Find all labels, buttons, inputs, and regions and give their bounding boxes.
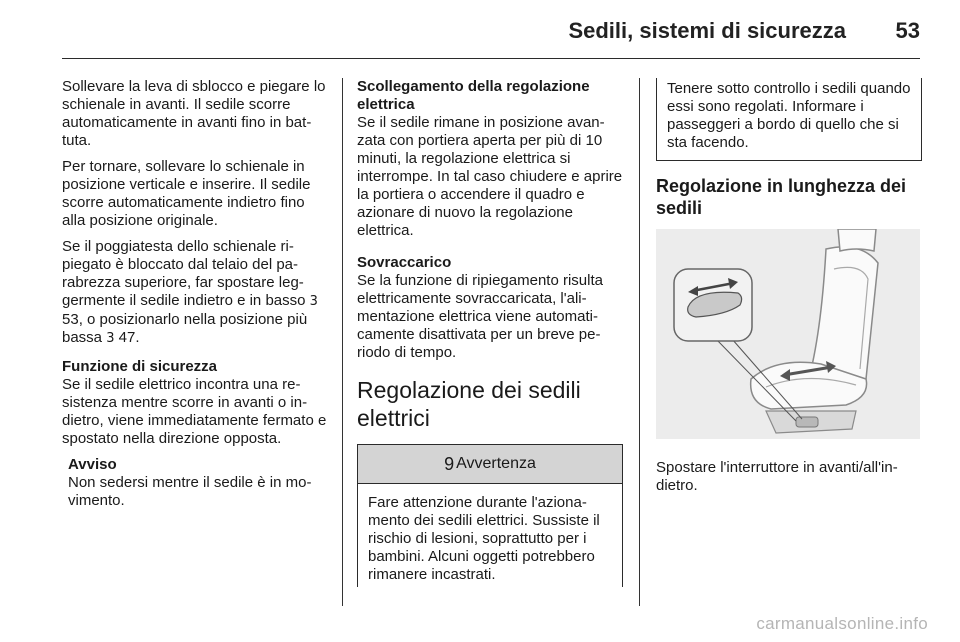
note-text: Non sedersi mentre il sedile è in movimento.	[68, 474, 312, 509]
paragraph-headrest: Se il poggiatesta dello schienale ripiegato è bloccato dal telaio del parabrezza superiore, far spostare leggermente il sedile indietro e in basso 3 53, o posizionarlo nella posizione più bassa 3 47.	[62, 238, 318, 346]
watermark: carmanualsonline.info	[756, 614, 928, 633]
disconnect-heading: Scollegamento della regolazione elettrica	[357, 78, 590, 113]
page-ref-link[interactable]: 47	[118, 329, 136, 346]
paragraph-return: Per tornare, sollevare lo schienale in posizione verticale e inserire. Il sedile scorre automaticamente indietro fino alla posizione originale.	[62, 158, 311, 229]
warning-continued-text: Tenere sotto controllo i sedili quando essi sono regolati. Informare i passeggeri a bordo di quello che si sta facendo.	[667, 80, 911, 151]
overload-text: Se la funzione di ripiegamento risulta elettricamente sovraccaricata, l'alimentazione elettrica viene automaticamente disattivata per un breve periodo di tempo.	[357, 272, 603, 361]
safety-heading: Funzione di sicurezza	[62, 358, 218, 375]
warning-text: Fare attenzione durante l'azionamento dei sedili elettrici. Sussiste il rischio di lesioni, soprattutto per i bambini. Alcuni oggetti potrebbero rimanere incastrati.	[368, 494, 600, 583]
column-2	[357, 78, 623, 587]
page-title: Sedili, sistemi di sicurezza	[568, 18, 846, 43]
note-heading: Avviso	[68, 456, 117, 473]
warning-icon: 9	[444, 454, 455, 474]
overload-heading: Sovraccarico	[357, 254, 452, 271]
page-ref-arrow-icon: 3	[106, 331, 115, 346]
length-instruction: Spostare l'interruttore in avanti/all'indietro.	[656, 459, 898, 494]
page-header	[62, 14, 920, 59]
page-number: 53	[895, 18, 920, 43]
note-block	[68, 456, 328, 510]
seat-adjust-icon	[656, 229, 920, 439]
column-divider	[342, 78, 343, 606]
safety-text: Se il sedile elettrico incontra una resistenza mentre scorre in avanti o indietro, viene immediatamente fermato e spostato nella direzione opposta.	[62, 376, 327, 447]
warning-box	[357, 444, 623, 587]
length-heading: Regolazione in lunghezza dei sedili	[656, 176, 907, 218]
warning-title: Avvertenza	[456, 455, 536, 472]
warning-box-continued	[656, 78, 922, 161]
page-ref-arrow-icon: 3	[309, 294, 318, 309]
column-1	[62, 78, 328, 518]
column-3	[656, 78, 922, 503]
paragraph-fold-forward: Sollevare la leva di sblocco e piegare lo schienale in avanti. Il sedile scorre automaticamente in avanti fino in battuta.	[62, 78, 326, 149]
column-divider	[639, 78, 640, 606]
warning-header	[358, 445, 622, 484]
page-ref-link[interactable]: 53	[62, 311, 79, 328]
section-heading: Regolazione dei sedili elettrici	[357, 377, 581, 431]
seat-illustration	[656, 229, 920, 439]
disconnect-text: Se il sedile rimane in posizione avanzata con portiera aperta per più di 10 minuti, la regolazione elettrica si interrompe. In tal caso chiudere e aprire la portiera o accendere il quadro e azionare di nuovo la regolazione elettrica.	[357, 114, 623, 239]
